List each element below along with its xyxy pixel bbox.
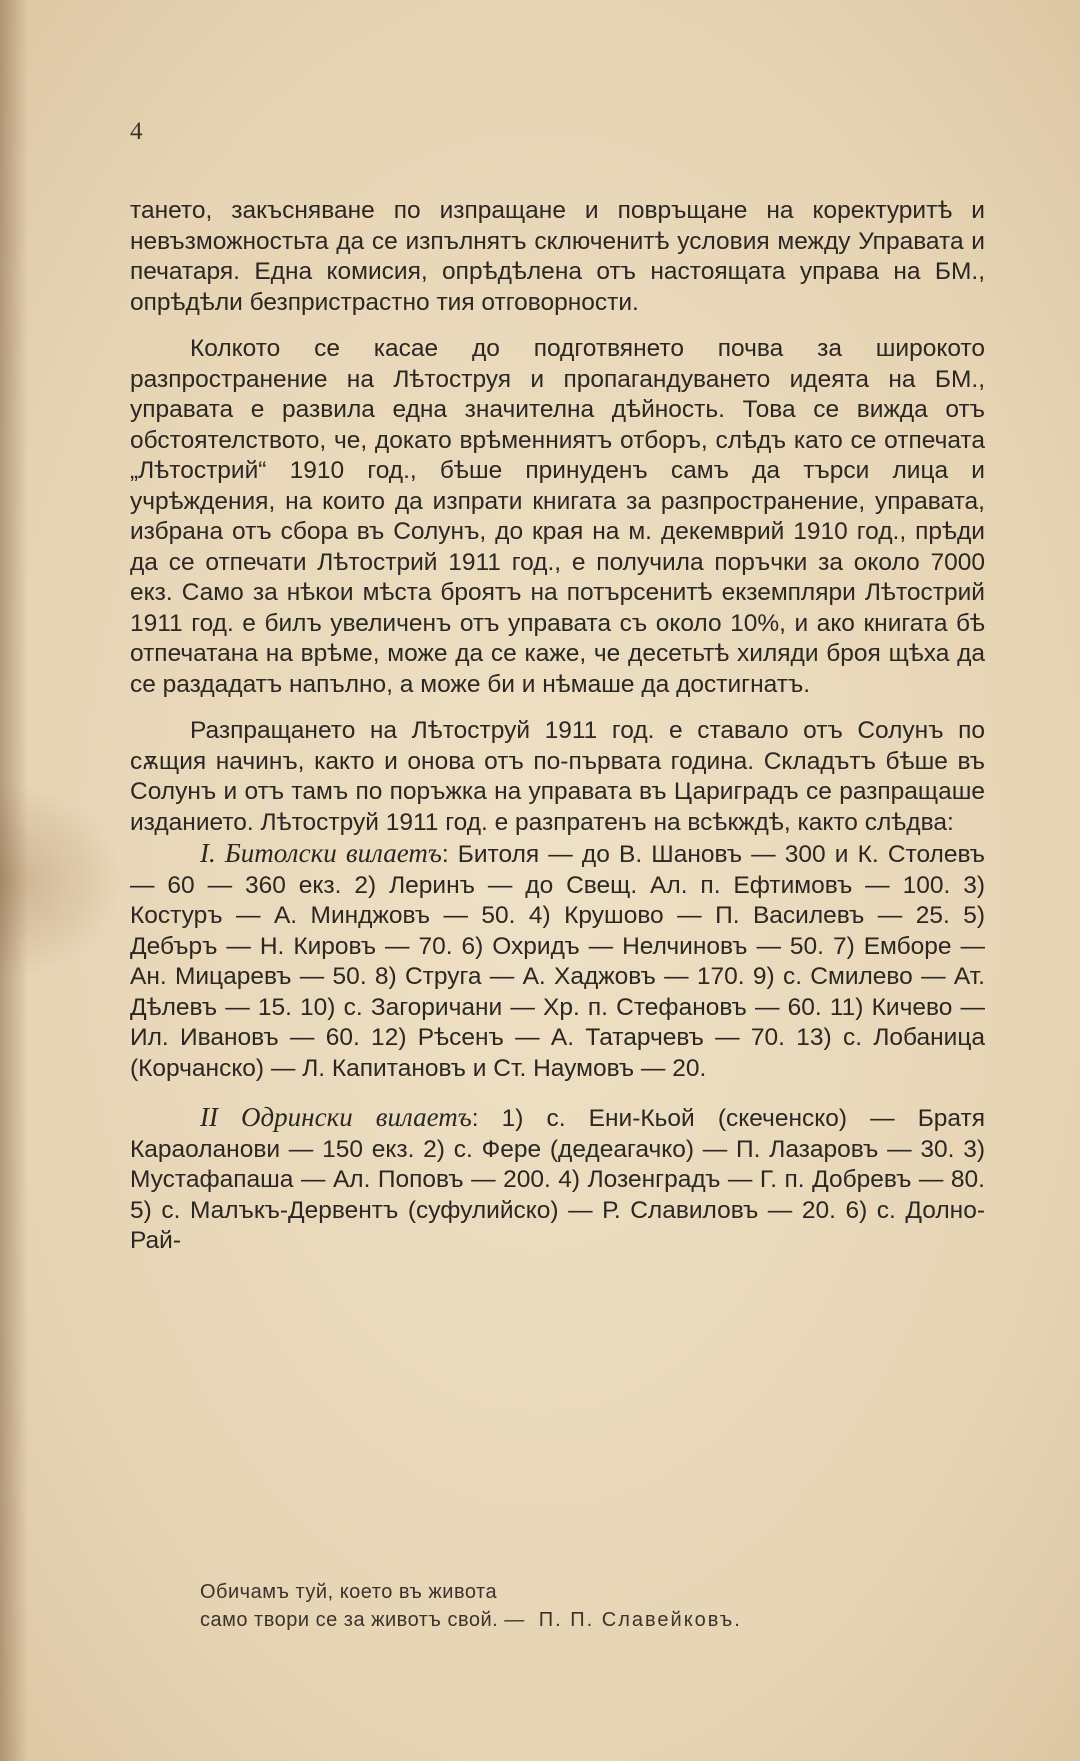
body-text xyxy=(130,196,985,1257)
page-number: 4 xyxy=(130,118,143,145)
section-odrin-heading: II Одрински вилаетъ xyxy=(200,1102,472,1132)
section-bitola-heading: I. Битолски вилаетъ xyxy=(200,838,442,868)
footer-quote-line-2 xyxy=(200,1606,920,1634)
footer-quote-line-1: Обичамъ туй, което въ живота xyxy=(200,1581,498,1603)
section-gap xyxy=(130,1084,985,1102)
paragraph-3: Разпращането на Лѣтоструй 1911 год. е ставало отъ Солунъ по сѫщия начинъ, както и онова отъ по-първата година. Складътъ бѣше въ Солунъ и отъ тамъ по поръжка на управата въ Цариградъ се разпращаше изданието. Лѣтоструй 1911 год. е разпратенъ на всѣкждѣ, както слѣдва: xyxy=(130,717,985,836)
footer-quote xyxy=(200,1578,920,1634)
paragraph-2: Колкото се касае до подготвянето почва за широкото разпространение на Лѣтоструя и пропагандуването идеята на БМ., управата е развила една значителна дѣйность. Това се вижда отъ обстоятелството, че, докато врѣменниятъ отборъ, слѣдъ като се отпечата „Лѣтострий“ 1910 год., бѣше принуденъ самъ да търси лица и учрѣждения, на които да изпрати книгата за разпространение, управата, избрана отъ сбора въ Солунъ, до края на м. декемврий 1910 год., прѣди да се отпечати Лѣтострий 1911 год., е получила поръчки за около 7000 екз. Само за нѣкои мѣста броятъ на потърсенитѣ екземпляри Лѣтострий 1911 год. е билъ увеличенъ отъ управата съ около 10%, и ако книгата бѣ отпечатана на врѣме, може да се каже, че десетьтѣ хиляди броя щѣха да се раздадатъ напълно, а може би и нѣмаше да достигнатъ. xyxy=(130,335,985,698)
section-odrin-text: : 1) с. Ени-Кьой (скеченско) — Братя Караоланови — 150 екз. 2) с. Фере (дедеагачко) — П. Лазаровъ — 30. 3) Мустафапаша — Ал. Поповъ — 200. 4) Лозенградъ — Г. п. Добревъ — 80. 5) с. Малъкъ-Дервентъ (суфулийско) — Р. Славиловъ — 20. 6) с. Долно-Рай- xyxy=(130,1105,985,1254)
footer-quote-line-2-text: само твори се за животъ свой. — xyxy=(200,1609,525,1631)
section-odrin xyxy=(130,1102,985,1257)
section-bitola-text: : Битоля — до В. Шановъ — 300 и К. Столевъ — 60 — 360 екз. 2) Леринъ — до Свещ. Ал. п. Ефтимовъ — 100. 3) Костуръ — А. Минджовъ — 50. 4) Крушово — П. Василевъ — 25. 5) Дебъръ — Н. Кировъ — 70. 6) Охридъ — Нелчиновъ — 50. 7) Емборе — Ан. Мицаревъ — 50. 8) Струга — А. Хаджовъ — 170. 9) с. Смилево — Ат. Дѣлевъ — 15. 10) с. Загоричани — Хр. п. Стефановъ — 60. 11) Кичево — Ил. Ивановъ — 60. 12) Рѣсенъ — А. Татарчевъ — 70. 13) с. Лобаница (Корчанско) — Л. Капитановъ и Ст. Наумовъ — 20. xyxy=(130,841,985,1082)
footer-quote-author: П. П. Славейковъ. xyxy=(538,1609,742,1631)
section-bitola xyxy=(130,838,985,1084)
paragraph-1: тането, закъсняване по изпращане и повръщане на коректуритѣ и невъзможностьта да се изпълнятъ сключенитѣ условия между Управата и печатаря. Една комисия, опрѣдѣлена отъ настоящата управа на БМ., опрѣдѣли безпристрастно тия отговорности. xyxy=(130,197,985,316)
binding-shadow xyxy=(0,0,28,1761)
